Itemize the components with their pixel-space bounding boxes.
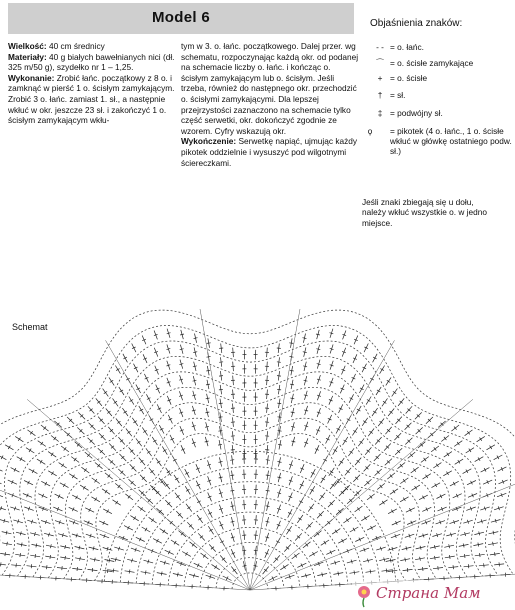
legend-item-slip-stitch (370, 58, 495, 68)
title-bar (8, 3, 354, 34)
instructions-heading: Wykonanie: (8, 72, 55, 83)
legend-item-single-crochet (370, 73, 495, 83)
legend-label: = o. ścisłe zamykające (390, 58, 474, 68)
materials-text: 40 g białych bawełnianych nici (dł. 325 m/50 g), szydełko nr 1 – 1,25. (8, 51, 175, 73)
size-paragraph (8, 41, 176, 52)
chain-symbol-icon: - - (376, 42, 384, 52)
instructions-text: Zrobić łańc. początkowy z 8 o. i zamknąć w pierść 1 o. ścisłym zamykającym. Zrobić 3 o. łańc. zamiast 1. sł., a następnie wkłuć w okr. jeszcze 23 sł. i zakończyć 1 o. ścisłym zamykającym wkłu- (8, 72, 175, 126)
size-text: 40 cm średnicy (46, 41, 105, 51)
legend-title: Objaśnienia znaków: (370, 18, 463, 29)
treble-crochet-symbol-icon: ‡ (377, 108, 383, 118)
instructions-paragraph (8, 73, 176, 126)
materials-heading: Materiały: (8, 51, 47, 62)
double-crochet-symbol-icon: † (377, 90, 383, 100)
materials-paragraph (8, 52, 176, 73)
instructions-column-1 (8, 41, 176, 126)
legend-label: = sł. (390, 90, 406, 100)
crochet-chart (0, 150, 499, 610)
legend-item-treble-crochet (370, 108, 495, 118)
continuation-paragraph (181, 41, 359, 136)
legend-label: = podwójny sł. (390, 108, 443, 118)
finishing-heading: Wykończenie: (181, 136, 237, 147)
schemat-label: Schemat (12, 322, 48, 332)
note-text: Jeśli znaki zbiegają się u dołu, należy wkłuć wszystkie o. w jedno miejsce. (362, 197, 487, 228)
legend-label: = o. łańc. (390, 42, 424, 52)
legend-label: = o. ścisłe (390, 73, 428, 83)
picot-symbol-icon: ϙ (367, 126, 373, 136)
slip-stitch-symbol-icon: ⌒ (375, 58, 385, 68)
finishing-text: Serwetkę napiąć, ujmując każdy pikotek oddzielnie i wysuszyć pod wilgotnymi ściereczkami. (181, 136, 358, 168)
watermark-text: Страна Мам (376, 584, 481, 602)
single-crochet-symbol-icon: + (377, 73, 383, 83)
legend-label: = pikotek (4 o. łańc., 1 o. ścisłe wkłuć w główkę ostatniego podw. sł.) (390, 126, 512, 156)
legend-item-double-crochet (370, 90, 495, 100)
watermark (352, 580, 499, 608)
size-heading: Wielkość: (8, 41, 47, 51)
legend-item-chain (370, 42, 495, 52)
page-title: Model 6 (152, 9, 210, 26)
continuation-text: tym w 3. o. łańc. początkowego. Dalej przer. wg schematu, rozpoczynając każdą okr. od podanej na schemacie liczby o. łańc. i kończąc o. ścisłym zamykającym lub o. ścisłym. Jeśli trzeba, również do następnego okr. przechodzić o. ścisłymi zamykającymi. Dla lepszej przejrzystości zaznaczono na schemacie tylko część serwetki, okr. dokończyć zgodnie ze wzorem. Cyfry wskazują okr. (181, 41, 359, 136)
